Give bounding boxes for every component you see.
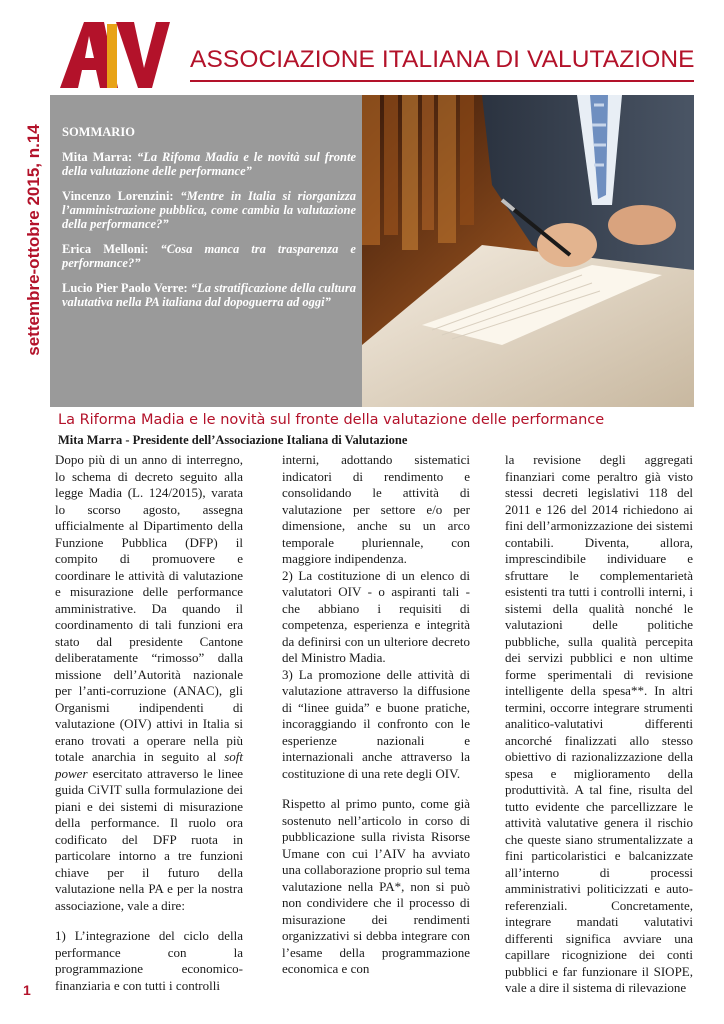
summary-item — [62, 242, 356, 270]
summary-author: Lucio Pier Paolo Verre: — [62, 281, 191, 295]
summary-box — [50, 95, 362, 407]
emphasis-text: soft power — [55, 749, 243, 781]
issue-date-text: settembre-ottobre 2015, n.14 — [24, 124, 43, 356]
summary-item — [62, 281, 356, 309]
summary-item — [62, 189, 356, 231]
summary-work-title: “Cosa manca tra trasparenza e performance?” — [62, 242, 356, 270]
summary-title: SOMMARIO — [62, 125, 135, 139]
paragraph — [55, 452, 243, 914]
page-number: 1 — [23, 982, 31, 998]
summary-work-title: “Mentre in Italia si riorganizza l’amministrazione pubblica, come cambia la valutazione della performance?” — [62, 189, 357, 231]
article-column-1 — [55, 452, 243, 1008]
organization-title: ASSOCIAZIONE ITALIANA DI VALUTAZIONE — [190, 46, 695, 73]
summary-author: Mita Marra: — [62, 150, 138, 164]
paragraph: Rispetto al primo punto, come già sostenuto nell’articolo in corso di pubblicazione sulla rivista Risorse Umane con cui l’AIV ha avviato una collaborazione proprio sul tema valutazione nella PA*, non si può non condividere che il processo di misurazione dei rendimenti organizzativi si debba integrare con l’esame della programmazione economica e con — [282, 796, 470, 976]
summary-author: Vincenzo Lorenzini: — [62, 189, 181, 203]
summary-author: Erica Melloni: — [62, 242, 161, 256]
paragraph: 3) La promozione delle attività di valutazione attraverso la diffusione di “linee guida” e buone pratiche, incoraggiando il confronto con le esperienze nazionali e internazionali anche attraverso la costituzione di una rete degli OIV. — [282, 666, 470, 781]
paragraph: 2) La costituzione di un elenco di valutatori OIV - o aspiranti tali - che abbiano i requisiti di competenza, esperienza e integrità da definirsi con un ulteriore decreto del Ministro Madia. — [282, 567, 470, 665]
summary-item — [62, 150, 356, 178]
paragraph: la revisione degli aggregati finanziari come peraltro già visto stessi decreti legislativi 118 del 2011 e 126 del 2014 richiedono ai fini dell’armonizzazione dei sistemi contabili. Diventa, allora, imprescindibile individuare e sfruttare le complementarietà esistenti tra tutti i controlli interni, i sistemi della qualità nonché le valutazioni delle politiche pubbliche, sulla qualità percepita dei servizi pubblici e non ultime forme sperimentali di revisione intelligente della spesa**. In altri termini, occorre integrare strumenti analitico-valutativi differenti ancorché finalizzati allo stesso obiettivo di razionalizzazione della spesa e miglioramento della produttività. A tal fine, risulta del tutto evidente che parcellizzare le attività valutative genera il rischio che queste siano strumentalizzate a fini particolaristici e balcanizzate all’interno di processi amministrativi politicizzati e auto-referenziali. Concretamente, integrare mandati valutativi differenti significa avviare una capillare ricognizione dei conti pubblici e far funzionare il SIOPE, vale a dire il sistema di rilevazione — [505, 452, 693, 995]
article-column-3 — [505, 452, 693, 1011]
summary-work-title: “La stratificazione della cultura valutativa nella PA italiana dal dopoguerra ad oggi” — [62, 281, 357, 309]
paragraph-text: Dopo più di un anno di interregno, lo schema di decreto seguito alla legge Madia (L. 124/2015), varata lo scorso agosto, assegna ufficialmente al Dipartimento della Funzione Pubblica (DFP) il compito di promuovere e coordinare le attività di valutazione e misurazione delle performance amministrative. Da quando il coordinamento di tali funzioni era stato dal presidente Cantone deliberatamente “rimosso” dalla missione dell’Autorità nazionale per l’anti-corruzione (ANAC), gli Organismi indipendenti di valutazione (OIV) attivi in Italia si erano trovati a operare nella più totale anarchia in seguito al — [55, 452, 243, 764]
paragraph: interni, adottando sistematici indicatori di rendimento e consolidando le attività di valutazione per settore e/o per dimensione, anche su un arco temporale pluriennale, con maggiore indipendenza. — [282, 452, 470, 566]
summary-work-title: “La Rifoma Madia e le novità sul fronte della valutazione delle performance” — [62, 150, 356, 178]
cover-photo — [362, 95, 694, 407]
paragraph: 1) L’integrazione del ciclo della performance con la programmazione economico-finanziaria e con tutti i controlli — [55, 928, 243, 993]
aiv-logo — [58, 18, 170, 90]
article-title: La Riforma Madia e le novità sul fronte della valutazione delle performance — [58, 412, 605, 428]
article-byline: Mita Marra - Presidente dell’Associazione Italiana di Valutazione — [58, 433, 408, 447]
paragraph-text: esercitato attraverso le linee guida CiVIT sulla formulazione dei piani e dei sistemi di misurazione della performance. Il ruolo ora codificato del DFP ruota in particolare intorno a tre funzioni chiave per il futuro della valutazione nella PA e per la nostra associazione, vale a dire: — [55, 765, 243, 913]
article-column-2 — [282, 452, 470, 992]
title-divider — [190, 80, 694, 82]
issue-date — [22, 95, 46, 385]
